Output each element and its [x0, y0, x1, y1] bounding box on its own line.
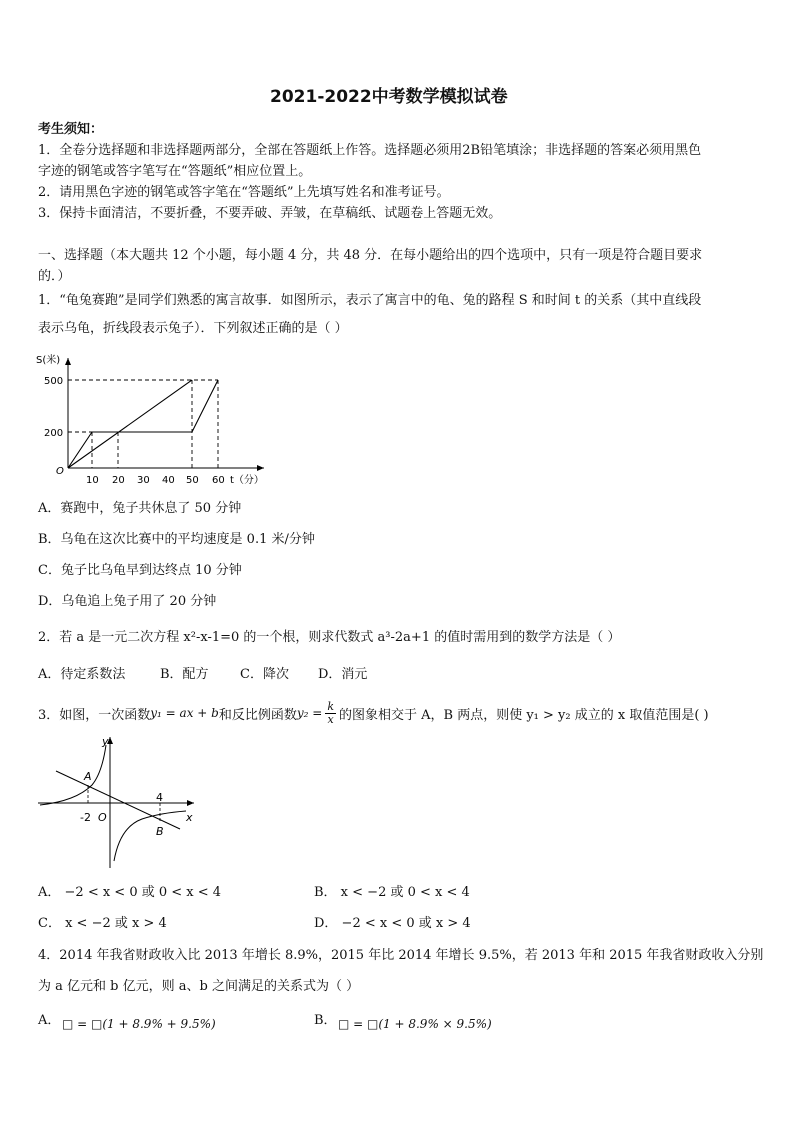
q2-option-d: D．消元 [318, 667, 368, 682]
q2-option-a: A．待定系数法 [38, 667, 126, 682]
q1-option-a: A．赛跑中，兔子共休息了 50 分钟 [38, 501, 242, 516]
q4-option-a-formula: □ = □(1 + 8.9% + 9.5%) [62, 1017, 216, 1031]
notice-line-3: 2．请用黑色字迹的钢笔或答字笔在“答题纸”上先填写姓名和准考证号。 [38, 185, 450, 200]
q3-stem-mid: 和反比例函数 [218, 707, 297, 723]
notice-line-1: 1．全卷分选择题和非选择题两部分，全部在答题纸上作答。选择题必须用2B铅笔填涂；非选择题的答案必须用黑色 [38, 143, 702, 158]
page-title: 2021-2022中考数学模拟试卷 [270, 87, 508, 107]
q4-option-b-label: B． [314, 1013, 337, 1028]
q4-stem-line-2: 为 a 亿元和 b 亿元，则 a、b 之间满足的关系式为（ ） [38, 979, 360, 994]
q1-xtick-30: 30 [137, 475, 150, 486]
q3-origin: O [98, 811, 107, 824]
q3-fraction-numerator: k [327, 699, 334, 713]
q1-xtick-10: 10 [86, 475, 99, 486]
q1-xtick-40: 40 [162, 475, 175, 486]
q1-ytick-500: 500 [44, 376, 64, 387]
q3-linear-function: y₁ = ax + b [150, 706, 219, 720]
q3-option-d: D． −2 < x < 0 或 x > 4 [314, 916, 471, 931]
notice-heading: 考生须知： [38, 122, 104, 137]
tortoise-line [68, 380, 192, 468]
q3-stem-prefix: 3．如图，一次函数 [38, 707, 151, 723]
q3-xlabel: x [186, 811, 193, 824]
q2-stem: 2．若 a 是一元二次方程 x²-x-1=0 的一个根，则求代数式 a³-2a+1 的值时需用到的数学方法是（ ） [38, 630, 621, 645]
q1-xlabel: t（分） [230, 475, 264, 486]
q1-xtick-50: 50 [186, 475, 199, 486]
q1-stem-line-2: 表示乌龟，折线段表示兔子）．下列叙述正确的是（ ） [38, 321, 348, 336]
section-header-line-1: 一、选择题（本大题共 12 个小题，每小题 4 分，共 48 分．在每小题给出的四个选项中，只有一项是符合题目要求 [38, 248, 703, 263]
point-b-label: B [156, 825, 164, 838]
rabbit-polyline [68, 380, 218, 468]
q1-option-b: B．乌龟在这次比赛中的平均速度是 0.1 米/分钟 [38, 532, 315, 547]
q3-stem [38, 695, 709, 731]
q2-option-c: C．降次 [240, 667, 289, 682]
q3-tick-4: 4 [156, 791, 163, 804]
q3-stem-suffix: 的图象相交于 A，B 两点，则使 y₁ > y₂ 成立的 x 取值范围是( ) [339, 707, 709, 723]
q1-origin: O [56, 466, 64, 477]
q3-ylabel: y [102, 735, 109, 748]
hyperbola-right-branch [114, 811, 186, 861]
q4-stem-line-1: 4．2014 年我省财政收入比 2013 年增长 8.9%，2015 年比 2014 年增长 9.5%，若 2013 年和 2015 年我省财政收入分别 [38, 948, 764, 963]
q3-option-a: A． −2 < x < 0 或 0 < x < 4 [38, 885, 222, 900]
q4-option-b-formula: □ = □(1 + 8.9% × 9.5%) [338, 1017, 492, 1031]
q1-option-c: C．兔子比乌龟早到达终点 10 分钟 [38, 563, 242, 578]
q1-xtick-20: 20 [112, 475, 125, 486]
q1-option-d: D．乌龟追上兔子用了 20 分钟 [38, 594, 217, 609]
hyperbola-left-branch [40, 745, 106, 805]
q3-option-c: C． x < −2 或 x > 4 [38, 916, 167, 931]
q4-option-a-label: A． [38, 1013, 61, 1028]
point-a-label: A [84, 770, 92, 783]
section-header-line-2: 的．） [38, 269, 71, 284]
q1-graph [32, 350, 272, 490]
q1-ylabel: S(米) [36, 355, 61, 366]
q3-option-b: B． x < −2 或 0 < x < 4 [314, 885, 470, 900]
q3-fraction [325, 701, 336, 726]
q1-stem-line-1: 1．“龟兔赛跑”是同学们熟悉的寓言故事．如图所示，表示了寓言中的龟、兔的路程 S 和时间 t 的关系（其中直线段 [38, 293, 702, 308]
notice-line-4: 3．保持卡面清洁，不要折叠，不要弄破、弄皱，在草稿纸、试题卷上答题无效。 [38, 206, 502, 221]
q1-ytick-200: 200 [44, 428, 64, 439]
q3-graph [36, 733, 196, 873]
q3-tick-neg2: -2 [80, 811, 91, 824]
q2-option-b: B．配方 [160, 667, 209, 682]
q1-xtick-60: 60 [212, 475, 225, 486]
q3-inverse-function: y₂ = [296, 706, 323, 720]
q3-fraction-denominator: x [327, 712, 334, 726]
notice-line-2: 字迹的钢笔或答字笔写在“答题纸”相应位置上。 [38, 164, 312, 179]
